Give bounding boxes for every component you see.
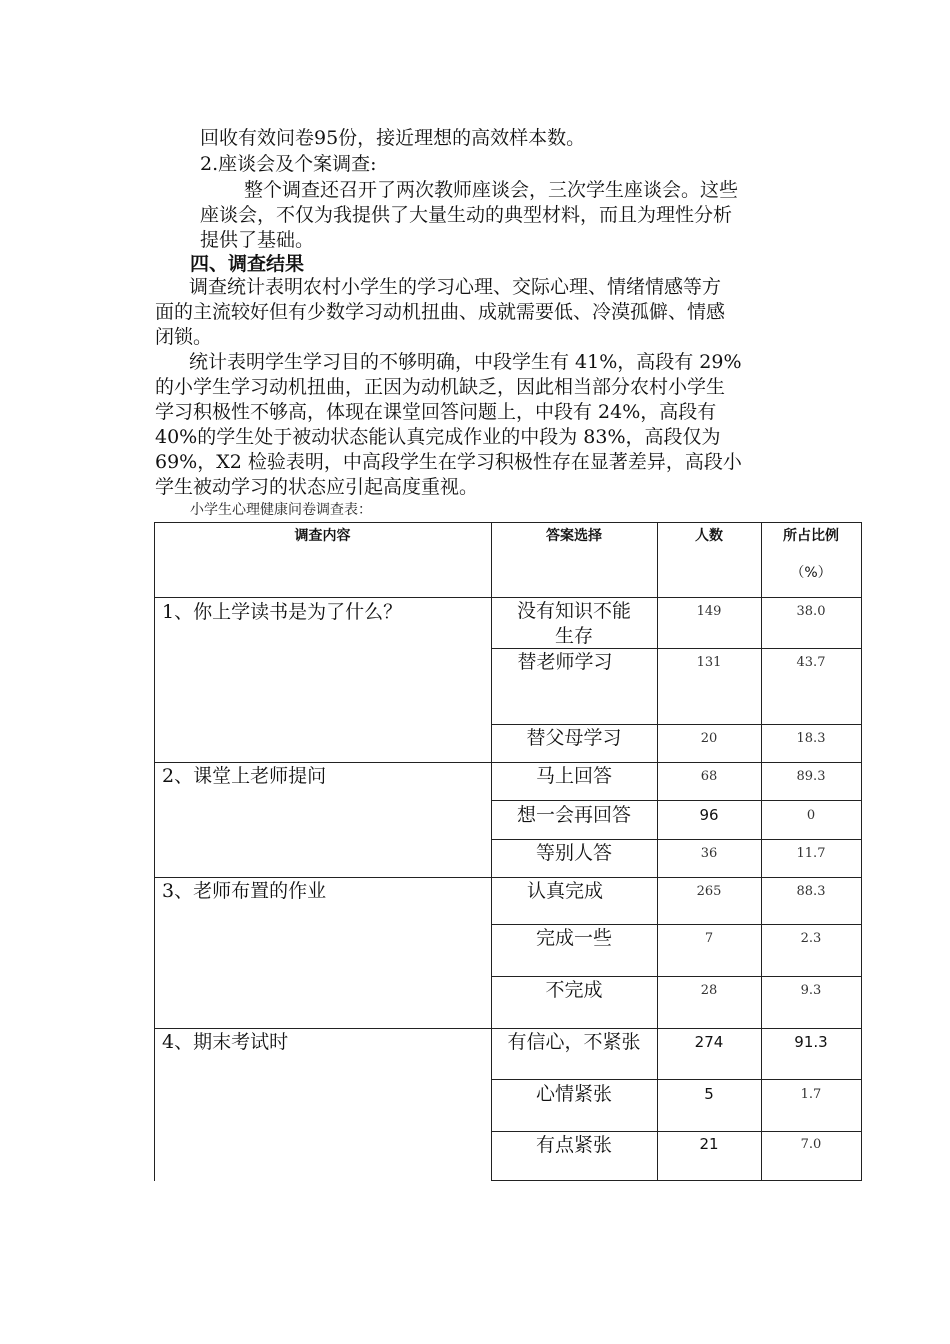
answer-cell: 等别人答 xyxy=(535,842,612,864)
ratio-cell: 91.3 xyxy=(794,1033,828,1051)
question-cell: 4、期末考试时 xyxy=(162,1031,289,1053)
section-heading: 四、调查结果 xyxy=(190,253,305,275)
table-rule xyxy=(491,1079,862,1080)
answer-cell: 完成一些 xyxy=(535,927,612,949)
paragraph-line: 的小学生学习动机扭曲，正因为动机缺乏，因此相当部分农村小学生 xyxy=(155,376,726,398)
answer-cell: 有点紧张 xyxy=(535,1134,612,1156)
table-rule xyxy=(154,522,155,1181)
table-rule xyxy=(491,976,862,977)
table-rule xyxy=(491,800,862,801)
table-rule xyxy=(491,924,862,925)
count-cell: 7 xyxy=(704,931,714,946)
count-cell: 28 xyxy=(700,983,718,998)
count-cell: 5 xyxy=(704,1085,714,1103)
paragraph-line: 40%的学生处于被动状态能认真完成作业的中段为 83%，高段仅为 xyxy=(155,426,721,448)
ratio-cell: 9.3 xyxy=(800,983,822,998)
ratio-cell: 43.7 xyxy=(796,655,826,670)
count-cell: 68 xyxy=(700,769,718,784)
count-cell: 265 xyxy=(696,884,722,899)
answer-cell: 没有知识不能 xyxy=(516,600,631,622)
table-rule xyxy=(154,1028,862,1029)
question-cell: 1、你上学读书是为了什么？ xyxy=(162,601,403,623)
count-cell: 149 xyxy=(696,604,722,619)
table-rule xyxy=(491,1180,862,1181)
ratio-cell: 1.7 xyxy=(800,1087,822,1102)
table-rule xyxy=(491,839,862,840)
header-content: 调查内容 xyxy=(294,528,351,544)
count-cell: 274 xyxy=(694,1033,724,1051)
answer-cell: 有信心，不紧张 xyxy=(507,1031,641,1053)
answer-cell: 替老师学习 xyxy=(517,651,613,673)
answer-cell: 马上回答 xyxy=(535,765,612,787)
table-rule xyxy=(491,648,862,649)
count-cell: 96 xyxy=(699,806,719,824)
ratio-cell: 18.3 xyxy=(796,731,826,746)
ratio-cell: 0 xyxy=(806,808,816,823)
ratio-cell: 89.3 xyxy=(796,769,826,784)
paragraph-line: 学习积极性不够高，体现在课堂回答问题上，中段有 24%，高段有 xyxy=(155,401,717,423)
paragraph-line: 调查统计表明农村小学生的学习心理、交际心理、情绪情感等方 xyxy=(189,276,722,298)
question-cell: 3、老师布置的作业 xyxy=(162,880,327,902)
ratio-cell: 11.7 xyxy=(796,846,826,861)
ratio-cell: 88.3 xyxy=(796,884,826,899)
ratio-cell: 2.3 xyxy=(800,931,822,946)
table-rule xyxy=(861,522,862,1181)
answer-cell: 替父母学习 xyxy=(526,727,622,749)
paragraph-line: 闭锁。 xyxy=(155,326,213,348)
table-rule xyxy=(491,724,862,725)
table-rule xyxy=(154,597,862,598)
ratio-cell: 38.0 xyxy=(796,604,826,619)
paragraph-line: 座谈会，不仅为我提供了大量生动的典型材料，而且为理性分析 xyxy=(200,204,733,226)
paragraph-line: 2.座谈会及个案调查: xyxy=(200,153,377,175)
paragraph-line: 回收有效问卷95份，接近理想的高效样本数。 xyxy=(200,127,586,149)
answer-cell: 认真完成 xyxy=(526,880,603,902)
table-rule xyxy=(154,762,862,763)
table-rule xyxy=(491,1131,862,1132)
table-caption: 小学生心理健康问卷调查表： xyxy=(190,502,372,518)
ratio-cell: 7.0 xyxy=(800,1137,822,1152)
paragraph-line: 统计表明学生学习目的不够明确，中段学生有 41%，高段有 29% xyxy=(189,351,742,373)
answer-cell: 心情紧张 xyxy=(535,1083,612,1105)
count-cell: 20 xyxy=(700,731,718,746)
header-answer: 答案选择 xyxy=(546,528,602,544)
header-count: 人数 xyxy=(695,528,723,544)
paragraph-line: 整个调查还召开了两次教师座谈会，三次学生座谈会。这些 xyxy=(244,179,739,201)
answer-cell-cont: 生存 xyxy=(554,625,593,647)
paragraph-line: 学生被动学习的状态应引起高度重视。 xyxy=(155,476,479,498)
table-rule xyxy=(154,877,862,878)
paragraph-line: 提供了基础。 xyxy=(200,229,315,251)
header-ratio: 所占比例 xyxy=(783,528,839,544)
count-cell: 21 xyxy=(699,1135,719,1153)
question-cell: 2、课堂上老师提问 xyxy=(162,765,327,787)
table-rule xyxy=(154,522,862,523)
count-cell: 131 xyxy=(696,655,722,670)
header-ratio-unit: （%） xyxy=(790,565,832,581)
answer-cell: 想一会再回答 xyxy=(516,804,631,826)
paragraph-line: 面的主流较好但有少数学习动机扭曲、成就需要低、冷漠孤僻、情感 xyxy=(155,301,726,323)
answer-cell: 不完成 xyxy=(545,979,603,1001)
count-cell: 36 xyxy=(700,846,718,861)
paragraph-line: 69%，X2 检验表明，中高段学生在学习积极性存在显著差异，高段小 xyxy=(155,451,742,473)
